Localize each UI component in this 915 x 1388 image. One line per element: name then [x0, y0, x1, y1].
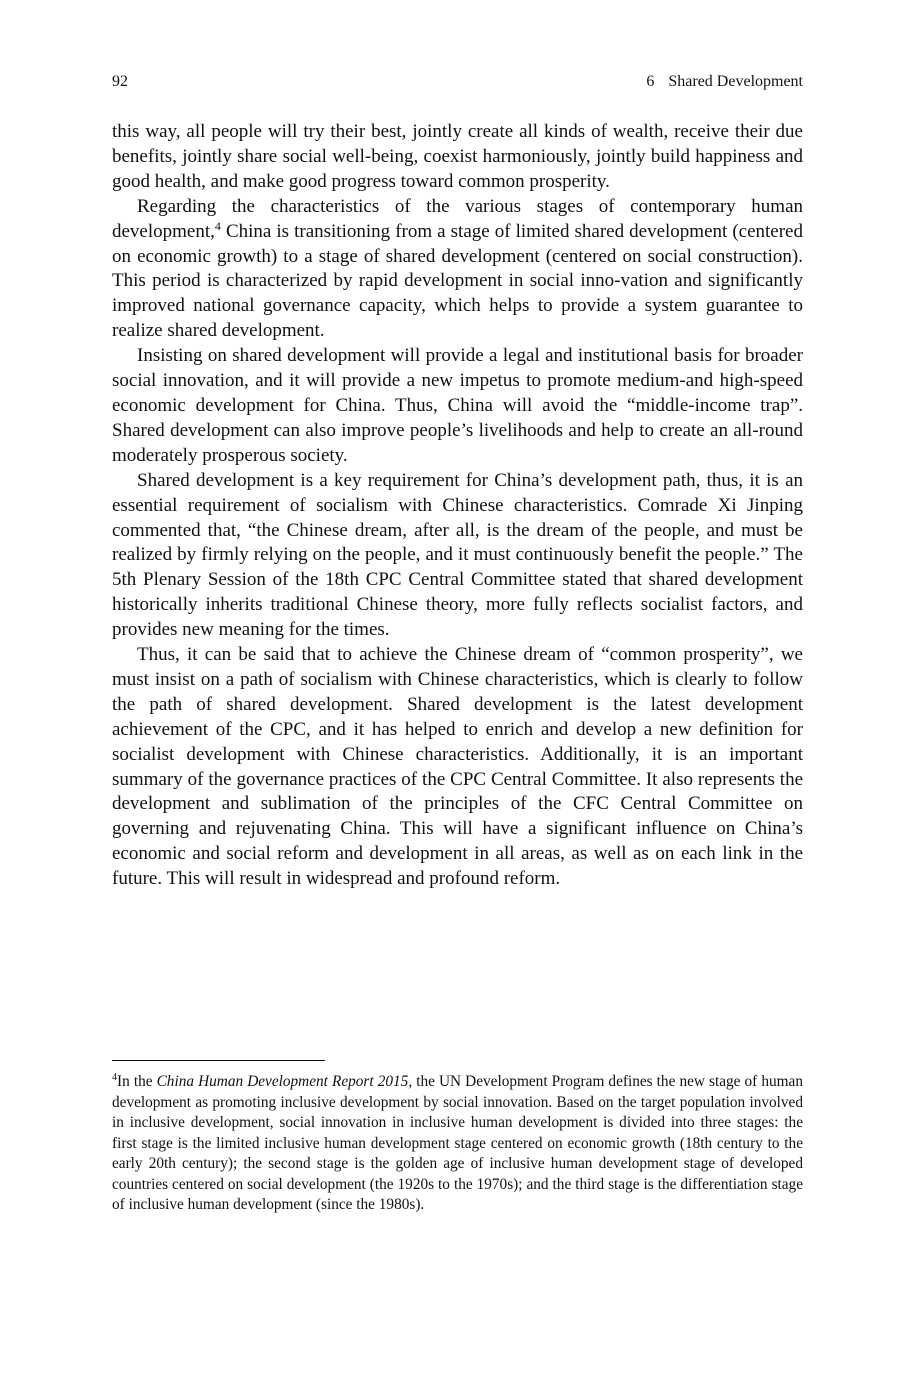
page-content [112, 70, 803, 892]
paragraph-1: this way, all people will try their best, jointly create all kinds of wealth, receive their due benefits, jointly share social well-being, coexist harmoniously, jointly build happiness and good health, and make good progress toward common prosperity. [112, 121, 803, 192]
footnote [112, 1072, 803, 1216]
body-text [112, 120, 803, 892]
running-header [112, 70, 803, 94]
footnote-divider [112, 1060, 325, 1061]
paragraph-4: Shared development is a key requirement for China’s development path, thus, it is an essential requirement of socialism with Chinese characteristics. Comrade Xi Jinping commented that, “the Chinese dream, after all, is the dream of the people, and must be realized by firmly relying on the people, and it must continuously benefit the people.” The 5th Plenary Session of the 18th CPC Central Committee stated that shared development historically inherits traditional Chinese theory, more fully reflects socialist factors, and provides new meaning for the times. [112, 469, 803, 641]
paragraph-3: Insisting on shared development will provide a legal and institutional basis for broader social innovation, and it will provide a new impetus to promote medium-and high-speed economic development for China. Thus, China will avoid the “middle-income trap”. Shared development can also improve people’s livelihoods and help to create an all-round moderately prosperous society. [112, 345, 803, 466]
footnote-report-title: China Human Development Report 2015 [156, 1073, 409, 1090]
footnote-text: , the UN Development Program defines the new stage of human development as promoting inclusive development by social innovation. Based on the target population involved in inclusive development, social innovation in inclusive human development is divided into three stages: the first stage is the limited inclusive human development stage centered on economic growth (18th century to the early 20th century); the second stage is the golden age of inclusive human development stage of developed countries centered on social development (the 1920s to the 1970s); and the third stage is the differentiation stage of inclusive human development (since the 1980s). [112, 1073, 803, 1213]
page-number: 92 [112, 73, 128, 90]
chapter-title: Shared Development [668, 73, 803, 90]
paragraph-2-part-1: Regarding the characteristics of the various stages of contemporary human development, [112, 195, 803, 242]
footnote-reference[interactable]: 4 [214, 218, 221, 233]
paragraph-2-part-2: China is transitioning from a stage of limited shared development (centered on economic growth) to a stage of shared development (centered on social construction). This period is characterized by rapid development in social inno-vation and significantly improved national governance capacity, which helps to provide a system guarantee to realize shared development. [112, 220, 803, 342]
footnote-lead: In the [117, 1073, 157, 1090]
chapter-number: 6 [646, 73, 655, 90]
paragraph-2 [112, 195, 803, 344]
footnote-number: 4 [112, 1072, 117, 1083]
running-title [646, 70, 803, 94]
paragraph-5: Thus, it can be said that to achieve the Chinese dream of “common prosperity”, we must insist on a path of socialism with Chinese characteristics, which is clearly to follow the path of shared development. Shared development is the latest development achievement of the CPC, and it has helped to enrich and develop a new definition for socialist development with Chinese characteristics. Additionally, it is an important summary of the governance practices of the CPC Central Committee. It also represents the development and sublimation of the principles of the CFC Central Committee on governing and rejuvenating China. This will have a significant influence on China’s economic and social reform and development in all areas, as well as on each link in the future. This will result in widespread and profound reform. [112, 644, 803, 890]
